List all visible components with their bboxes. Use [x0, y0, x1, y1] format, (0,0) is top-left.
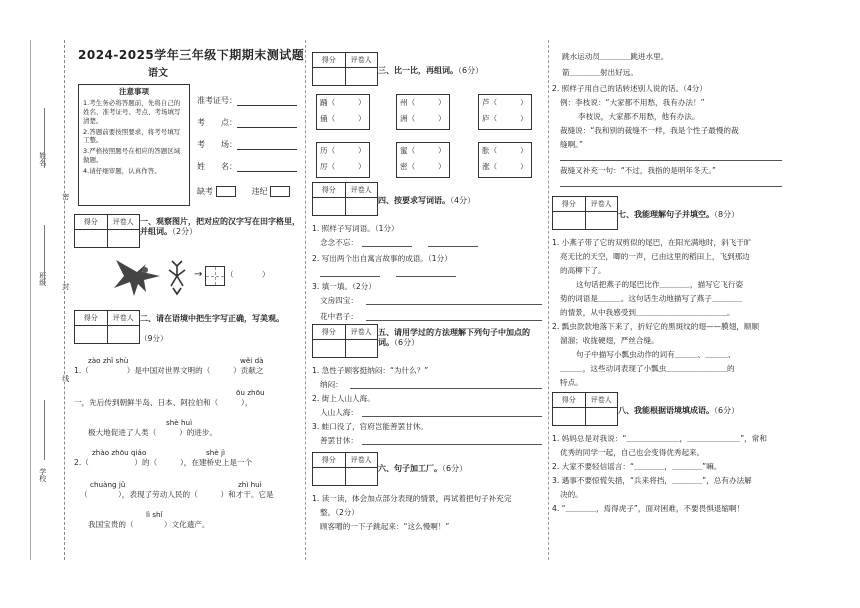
ancient-swallow-glyph-icon [163, 258, 191, 298]
binding-school-label: 学校 [38, 468, 47, 482]
answer-line[interactable] [320, 276, 380, 277]
answer-line[interactable] [560, 160, 782, 161]
compare-item: 涨（ ） [482, 162, 528, 171]
section-4-points: （4分） [450, 196, 476, 205]
score-label: 得分 [561, 200, 576, 208]
s5-q1: 1. 急性子顾客挺纳闷：“为什么？” [312, 366, 429, 375]
score-label: 得分 [321, 456, 336, 464]
binding-border [30, 40, 31, 560]
answer-line[interactable] [350, 388, 542, 389]
q2-1-line3: 极大地促进了人类（ ）的进步。 [88, 428, 218, 437]
grader-label: 评卷人 [345, 183, 378, 197]
s7-line: 的情景，从中我感受到＿＿＿＿＿＿＿＿＿＿＿＿。 [560, 308, 735, 317]
s8-q3: 3. 遇事不要惊慌失措，“兵来将挡，＿＿＿＿”，总有办法解 [552, 476, 752, 485]
grader-cell[interactable] [585, 408, 618, 425]
section-8-title-text: 八、我能根据语境填成语。 [618, 406, 714, 415]
s5-q3: 3. 蛙口没了，官府岂能善罢甘休。 [312, 422, 428, 431]
absent-box[interactable] [216, 186, 236, 197]
s6-q2-eg1: 例：李枝说：“大家都不用愁，我有办法！” [560, 98, 705, 107]
s6-q1-d: 跳水运动员＿＿＿＿跳进水里。 [562, 52, 669, 61]
section-8-title [618, 406, 739, 416]
section-3-title-text: 三、比一比，再组词。 [378, 66, 458, 75]
score-label: 得分 [321, 56, 336, 64]
swallow-image [112, 258, 162, 298]
score-box-s6 [312, 452, 378, 486]
s4-q3-b: 花中君子： [320, 312, 358, 321]
answer-line[interactable] [560, 186, 782, 187]
s8-q3-b: 决的。 [560, 490, 583, 499]
absent-label: 缺考 [197, 187, 213, 196]
notice-item: 1.考生务必将答题前，先将自己的姓名、准考证号、考点、考场填写清楚。 [83, 99, 181, 125]
s6-q1-e: 箭＿＿＿＿射出好远。 [562, 68, 638, 77]
notice-box [78, 84, 190, 206]
q2-2-line3: 我国宝贵的（ ）文化遗产。 [88, 520, 210, 529]
section-2-points: （9分） [140, 334, 168, 343]
grader-label: 评卷人 [345, 453, 378, 467]
compare-item: 庐（ ） [482, 114, 528, 123]
s7-line: 势的词语是＿＿＿。这句话生动地描写了燕子＿＿＿＿ [560, 294, 743, 303]
q2-1-line1: 1.（ ）是中国对世界文明的（ ）贡献之 [74, 366, 264, 375]
notice-heading: 注意事项 [119, 87, 149, 96]
s6-q2-c3: 裁缝又补充一句：“不过，我指的是明年冬天。” [560, 166, 716, 175]
tianzige-box[interactable] [205, 266, 225, 286]
grader-cell[interactable] [585, 212, 618, 229]
s7-line: 2. 瓢虫款款地落下来了，折好它的黑斑纹的翅——膜翅，顺顺 [552, 322, 760, 331]
s7-line: 句子中描写小瓢虫动作的词有＿＿＿、＿＿＿、 [576, 350, 736, 359]
score-box-s2 [74, 310, 140, 344]
arrow-icon: → [194, 269, 203, 280]
q2-2-line2: （ ），表现了劳动人民的（ ）和才干。它是 [80, 490, 274, 499]
compare-item: 密（ ） [400, 162, 446, 171]
compare-item: 厉（ ） [320, 162, 366, 171]
grader-cell[interactable] [345, 468, 378, 485]
pinyin: wěi dà [240, 356, 264, 365]
s7-line: 这句话把燕子的尾巴比作＿＿＿＿，描写它飞行姿 [576, 280, 744, 289]
section-8-points: （6分） [714, 406, 740, 415]
s6-q2-c1: 裁缝说：“我和别的裁缝不一样，我是个性子最慢的裁 [560, 126, 739, 135]
s7-line: 亮无比的天空，唧的一声，已由这里的稻田上，飞到那边 [560, 252, 750, 261]
q2-2-line1: 2.（ ）的（ ），在建桥史上是一个 [74, 458, 253, 467]
s4-q1: 1. 照样子写词语。（1分） [312, 224, 399, 233]
s7-line: ＿＿＿，这些动词表现了小瓢虫＿＿＿＿＿＿＿＿的 [560, 364, 735, 373]
seal-char-xian: 线 [61, 375, 70, 382]
column-divider-2 [548, 40, 549, 560]
section-5-title [378, 328, 544, 348]
answer-line[interactable] [366, 320, 542, 321]
score-cell[interactable] [553, 408, 585, 425]
score-cell[interactable] [553, 212, 585, 229]
pinyin: ōu zhōu [236, 388, 265, 397]
score-cell[interactable] [313, 198, 345, 215]
score-label: 得分 [321, 186, 336, 194]
s5-q1-word: 纳闷： [320, 380, 343, 389]
score-cell[interactable] [75, 230, 107, 247]
s5-q2-word: 人山人海： [320, 408, 358, 417]
s4-q2: 2. 写出两个出自寓言故事的成语。（1分） [312, 254, 452, 263]
word-paren-open: （ [226, 270, 234, 279]
notice-item: 3.严格按照题号在相应的答题区域做题。 [83, 147, 181, 164]
seal-char-mi: 密 [61, 193, 70, 200]
section-2-title: 二、请在语境中把生字写正确，写美观。 [140, 314, 284, 323]
section-3-title [378, 66, 483, 76]
exam-no-field[interactable] [237, 97, 297, 106]
exam-subject: 语文 [148, 68, 168, 79]
score-box-s5 [312, 324, 378, 358]
section-6-points: （6分） [442, 464, 468, 473]
s7-line: 溜溜；收拢硬翅，严丝合缝。 [560, 336, 659, 345]
s4-q3: 3. 填一填。（2分） [312, 282, 376, 291]
section-4-title [378, 196, 475, 206]
s6-q1: 1. 读一读，体会加点部分表现的情景，再试着把句子补充完 [312, 494, 512, 503]
section-7-title [618, 210, 739, 220]
s8-q2: 2. 大家不要轻信谣言：“＿＿＿＿，＿＿＿＿”嘛。 [552, 462, 722, 471]
compare-item: 芦（ ） [482, 98, 528, 107]
pinyin: chuàng jǔ [90, 480, 126, 489]
room-row [197, 140, 297, 150]
compare-item: 蜜（ ） [400, 146, 446, 155]
score-box-s7 [552, 196, 618, 230]
s6-q1-c: 顾客噌的一下子跳起来：“这么慢啊！” [320, 522, 450, 531]
score-label: 得分 [321, 328, 336, 336]
score-box-s8 [552, 392, 618, 426]
name-field[interactable] [237, 163, 297, 172]
s7-line: 特点。 [560, 378, 583, 387]
score-label: 得分 [83, 314, 98, 322]
s4-q1-example: 念念不忘： [320, 238, 358, 247]
answer-line[interactable] [362, 416, 542, 417]
violate-label: 违纪 [251, 187, 268, 196]
compare-item: 胀（ ） [482, 146, 528, 155]
score-box-s4 [312, 182, 378, 216]
binding-name-field[interactable] [44, 108, 46, 168]
absent-row [197, 186, 290, 197]
score-label: 得分 [83, 218, 98, 226]
grader-label: 评卷人 [345, 53, 378, 67]
section-1-title [140, 217, 300, 237]
grader-label: 评卷人 [345, 325, 378, 339]
compare-item: 俑（ ） [320, 114, 366, 123]
s7-line: 的高柳下了。 [560, 266, 606, 275]
score-box-s1 [74, 214, 140, 248]
compare-item: 踊（ ） [320, 98, 366, 107]
answer-line[interactable] [428, 246, 478, 247]
s8-q1: 1. 妈妈总是对我说：“＿＿＿＿＿＿＿，＿＿＿＿＿＿＿”，常和 [552, 434, 767, 443]
answer-line[interactable] [362, 444, 542, 445]
seal-line [64, 40, 65, 560]
section-1-points: （2分） [172, 227, 198, 236]
name-label: 姓 名： [197, 162, 237, 171]
s8-q1-b: 优秀的同学一起，自己也会变得优秀起来。 [560, 448, 705, 457]
s6-q2-c2: 缝啊。” [560, 140, 583, 149]
section-3-points: （6分） [458, 66, 484, 75]
compare-item: 洲（ ） [400, 114, 446, 123]
answer-line[interactable] [366, 304, 542, 305]
score-box-s3 [312, 52, 378, 86]
section-6-title [378, 464, 467, 474]
pinyin: shè huì [166, 418, 193, 427]
section-7-title-text: 七、我能理解句子并填空。 [618, 210, 714, 219]
score-cell[interactable] [313, 468, 345, 485]
s6-q2: 2. 照样子用自己的话转述别人说的话。（4分） [552, 84, 707, 93]
compare-item: 历（ ） [320, 146, 366, 155]
pinyin: zhì huì [238, 480, 262, 489]
section-6-title-text: 六、句子加工厂。 [378, 464, 442, 473]
exam-no-row [197, 96, 297, 106]
name-row [197, 162, 297, 172]
s4-q3-a: 文房四宝： [320, 296, 358, 305]
s8-q4: 4. “＿＿＿＿，焉得虎子”，面对困难，不要畏惧退缩啊！ [552, 504, 745, 513]
grader-cell[interactable] [107, 326, 140, 343]
column-divider-1 [305, 40, 306, 560]
site-label: 考 点： [197, 118, 237, 127]
pinyin: lì shǐ [146, 510, 163, 519]
compare-item: 州（ ） [400, 98, 446, 107]
binding-name-label: 姓名 [38, 152, 47, 166]
grader-label: 评卷人 [585, 393, 618, 407]
s6-q1-b: 整。（2分） [320, 508, 359, 517]
grader-cell[interactable] [107, 230, 140, 247]
section-5-title-text: 五、请用学过的方法理解下列句子中加点的词。 [378, 328, 530, 347]
room-label: 考 场： [197, 140, 237, 149]
grader-cell[interactable] [345, 68, 378, 85]
exam-no-label: 准考证号： [197, 96, 237, 105]
grader-label: 评卷人 [107, 311, 140, 325]
s5-q3-word: 善罢甘休： [320, 436, 358, 445]
score-label: 得分 [561, 396, 576, 404]
score-cell[interactable] [75, 326, 107, 343]
pinyin: shè jì [206, 448, 226, 457]
site-row [197, 118, 297, 128]
grader-cell[interactable] [345, 198, 378, 215]
violate-box[interactable] [270, 186, 290, 197]
binding-class-field[interactable] [44, 225, 46, 285]
s7-line: 1. 小燕子带了它的双剪似的尾巴，在阳光满地时，斜飞于旷 [552, 238, 752, 247]
grader-label: 评卷人 [107, 215, 140, 229]
s6-q2-eg2: 李枝说，大家都不用愁，他有办法。 [578, 112, 700, 121]
q2-1-line2: 一，先后传到朝鲜半岛、日本、阿拉伯和（ ）， [74, 398, 253, 407]
pinyin: zào zhǐ shù [88, 356, 129, 365]
binding-school-field[interactable] [44, 400, 46, 460]
s5-q2: 2. 街上人山人海。 [312, 394, 375, 403]
pinyin: zhào zhōu qiáo [92, 448, 147, 457]
score-cell[interactable] [313, 340, 345, 357]
exam-title: 2024-2025学年三年级下期期末测试题 [78, 48, 305, 62]
section-1-title-text: 一、观察图片，把对应的汉字写在田字格里，并组词。 [140, 217, 300, 236]
site-field[interactable] [237, 119, 297, 128]
answer-line[interactable] [396, 276, 456, 277]
notice-item: 4.请仔细审题，认真作答。 [83, 166, 161, 175]
answer-line[interactable] [362, 246, 412, 247]
section-5-points: （6分） [394, 338, 420, 347]
grader-label: 评卷人 [585, 197, 618, 211]
score-cell[interactable] [313, 68, 345, 85]
word-paren-close: ） [262, 270, 270, 279]
room-field[interactable] [237, 141, 297, 150]
binding-class-label: 班级 [38, 272, 47, 286]
notice-item: 2.答题前要按照要求，将考号填写工整。 [83, 127, 181, 145]
grader-cell[interactable] [345, 340, 378, 357]
section-4-title-text: 四、按要求写词语。 [378, 196, 450, 205]
section-7-points: （8分） [714, 210, 740, 219]
seal-char-feng: 封 [61, 283, 70, 290]
